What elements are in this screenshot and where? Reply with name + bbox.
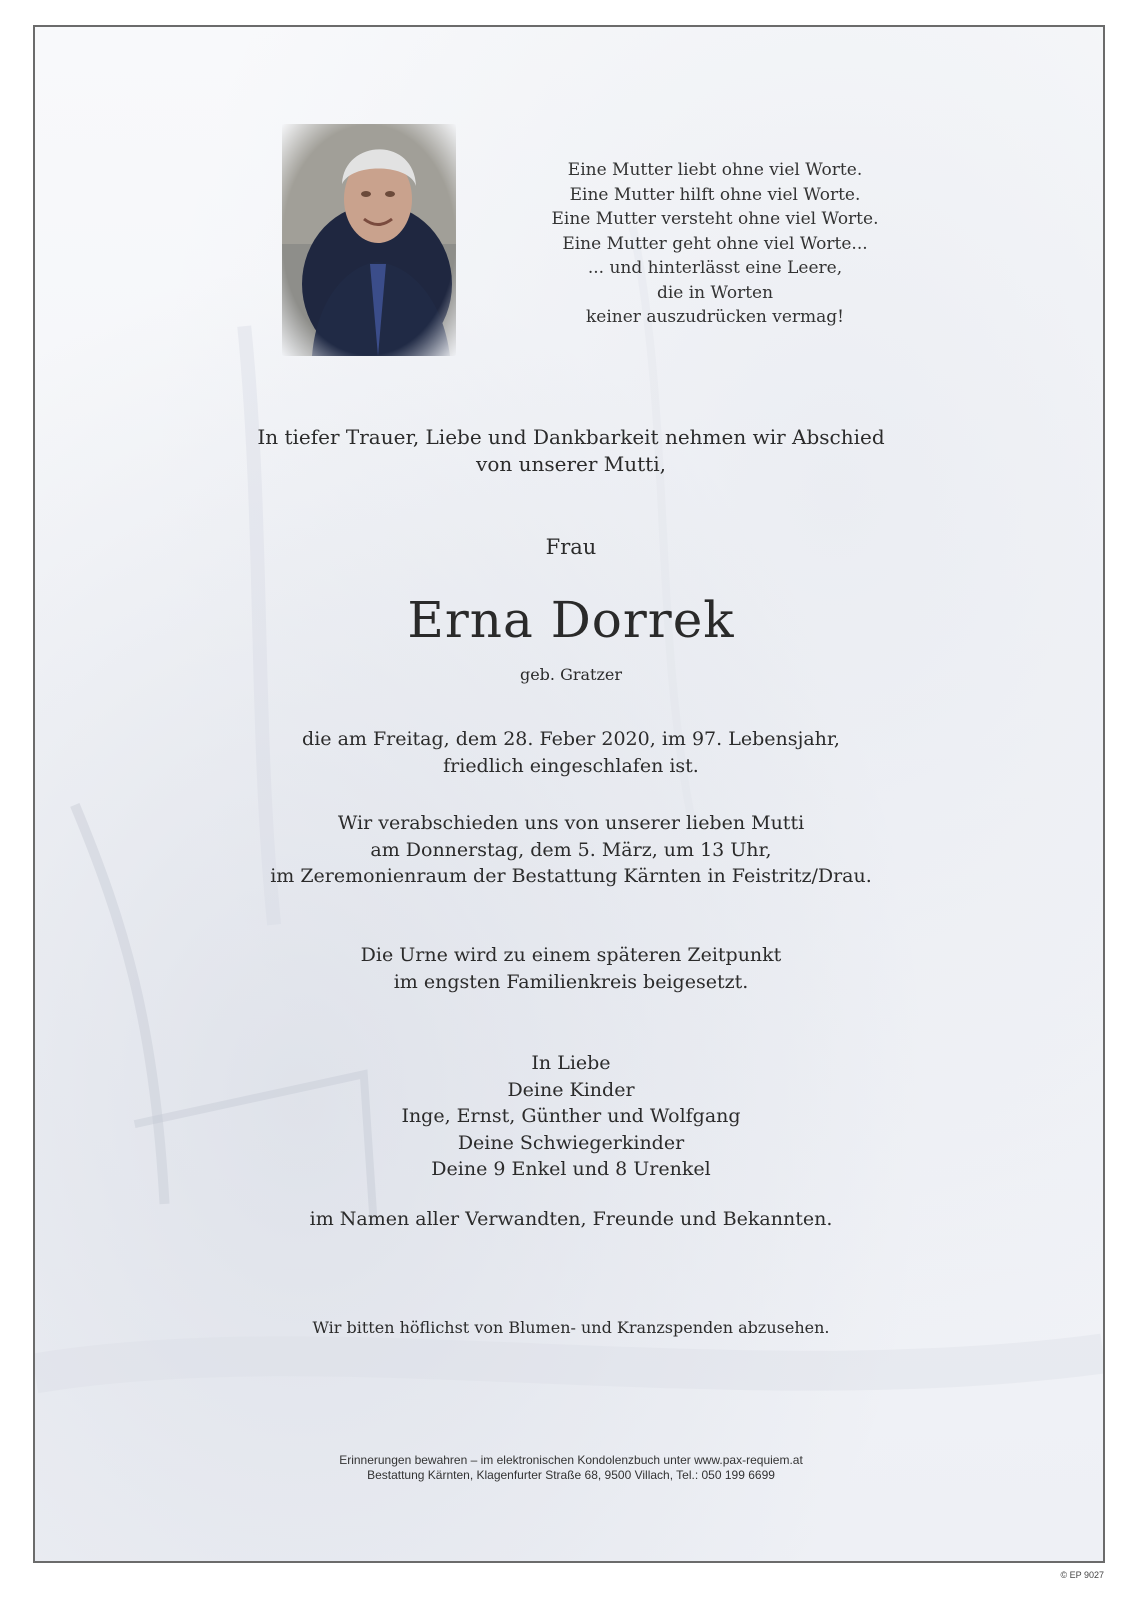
flowers-note: Wir bitten höflichst von Blumen- und Kranzspenden abzusehen. — [312, 1318, 830, 1337]
footer-line: Bestattung Kärnten, Klagenfurter Straße 68, 9500 Villach, Tel.: 050 199 6699 — [367, 1468, 775, 1482]
closing-line: im Namen aller Verwandten, Freunde und Bekannten. — [309, 1208, 833, 1230]
ceremony-line: am Donnerstag, dem 5. März, um 13 Uhr, — [370, 838, 772, 861]
intro-line: von unserer Mutti, — [476, 452, 666, 476]
poem-line: Eine Mutter hilft ohne viel Worte. — [569, 184, 861, 205]
ceremony-line: Wir verabschieden uns von unserer lieben Mutti — [337, 812, 805, 834]
poem — [515, 158, 915, 330]
birth-name: geb. Gratzer — [519, 665, 623, 684]
obituary-sheet — [33, 25, 1105, 1563]
poem-line: Eine Mutter liebt ohne viel Worte. — [567, 160, 863, 180]
family-line: Deine Schwiegerkinder — [457, 1131, 685, 1154]
poem-line: ... und hinterlässt eine Leere, — [587, 258, 843, 278]
ceremony-line: im Zeremonienraum der Bestattung Kärnten in Feistritz/Drau. — [270, 865, 872, 887]
urn-line: Die Urne wird zu einem späteren Zeitpunkt — [360, 944, 782, 966]
salutation: Frau — [545, 535, 597, 559]
poem-line: Eine Mutter geht ohne viel Worte... — [562, 233, 868, 254]
family-line: Deine 9 Enkel und 8 Urenkel — [431, 1158, 711, 1180]
urn-line: im engsten Familienkreis beigesetzt. — [393, 970, 749, 993]
death-notice-line: friedlich eingeschlafen ist. — [443, 754, 699, 777]
family-line: In Liebe — [531, 1052, 611, 1074]
intro-line: In tiefer Trauer, Liebe und Dankbarkeit nehmen wir Abschied — [257, 425, 885, 449]
poem-line: Eine Mutter versteht ohne viel Worte. — [551, 209, 879, 229]
deceased-name: Erna Dorrek — [407, 591, 735, 649]
urn-notice — [35, 942, 1105, 995]
footer — [35, 1453, 1105, 1483]
family-line: Inge, Ernst, Günther und Wolfgang — [401, 1105, 741, 1127]
portrait-photo — [282, 124, 456, 356]
intro-text — [35, 424, 1105, 478]
poem-line: die in Worten — [656, 282, 774, 303]
family-line: Deine Kinder — [507, 1078, 635, 1101]
ceremony-details — [35, 810, 1105, 890]
death-notice-line: die am Freitag, dem 28. Feber 2020, im 97. Lebensjahr, — [302, 728, 840, 750]
poem-line: keiner auszudrücken vermag! — [585, 307, 844, 327]
death-notice — [35, 726, 1105, 779]
family-signature — [35, 1050, 1105, 1183]
footer-line: Erinnerungen bewahren – im elektronischen Kondolenzbuch unter www.pax-requiem.at — [339, 1453, 803, 1467]
print-code: © EP 9027 — [1060, 1570, 1104, 1580]
